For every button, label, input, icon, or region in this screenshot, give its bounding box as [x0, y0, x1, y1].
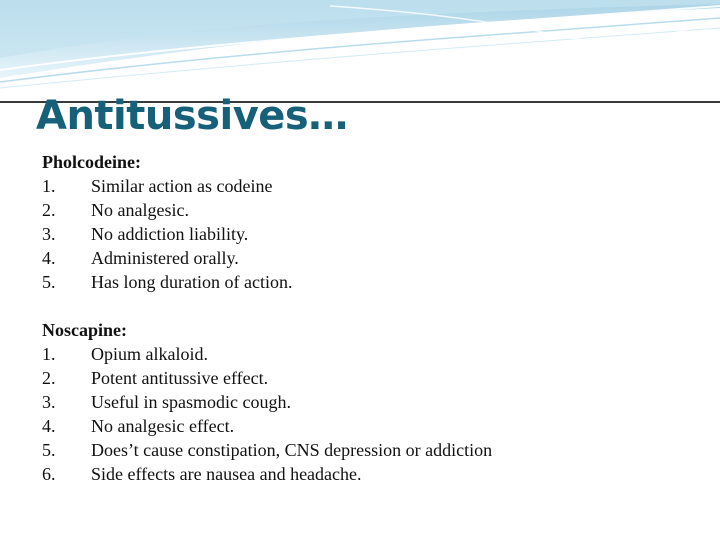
item-number: 1.: [42, 176, 56, 196]
item-number: 5.: [42, 440, 56, 460]
item-number: 4.: [42, 416, 56, 436]
item-number: 4.: [42, 248, 56, 268]
list-item: [42, 342, 702, 366]
slide-title: Antitussives…: [36, 93, 348, 139]
section-heading: Noscapine:: [42, 320, 127, 340]
numbered-list: [42, 342, 702, 486]
section-heading: Pholcodeine:: [42, 152, 141, 172]
item-text: No analgesic.: [91, 200, 189, 220]
item-text: Does’t cause constipation, CNS depression or addiction: [91, 440, 493, 460]
item-text: No addiction liability.: [91, 224, 249, 244]
list-item: [42, 270, 702, 294]
list-item: [42, 438, 702, 462]
item-text: Similar action as codeine: [91, 176, 273, 196]
item-text: Potent antitussive effect.: [91, 368, 269, 388]
header-wave-band: [0, 0, 720, 100]
drug-section: [42, 318, 702, 486]
item-text: Administered orally.: [91, 248, 239, 268]
item-text: No analgesic effect.: [91, 416, 235, 436]
item-number: 3.: [42, 392, 56, 412]
item-number: 3.: [42, 224, 56, 244]
numbered-list: [42, 174, 702, 294]
list-item: [42, 198, 702, 222]
list-item: [42, 414, 702, 438]
list-item: [42, 222, 702, 246]
list-item: [42, 246, 702, 270]
list-item: [42, 390, 702, 414]
item-text: Side effects are nausea and headache.: [91, 464, 362, 484]
drug-section: [42, 150, 702, 294]
list-item: [42, 366, 702, 390]
slide-body: [42, 150, 702, 486]
item-text: Opium alkaloid.: [91, 344, 208, 364]
item-number: 2.: [42, 368, 56, 388]
item-text: Useful in spasmodic cough.: [91, 392, 291, 412]
item-number: 2.: [42, 200, 56, 220]
list-item: [42, 462, 702, 486]
item-number: 1.: [42, 344, 56, 364]
list-item: [42, 174, 702, 198]
item-number: 5.: [42, 272, 56, 292]
item-text: Has long duration of action.: [91, 272, 293, 292]
item-number: 6.: [42, 464, 56, 484]
